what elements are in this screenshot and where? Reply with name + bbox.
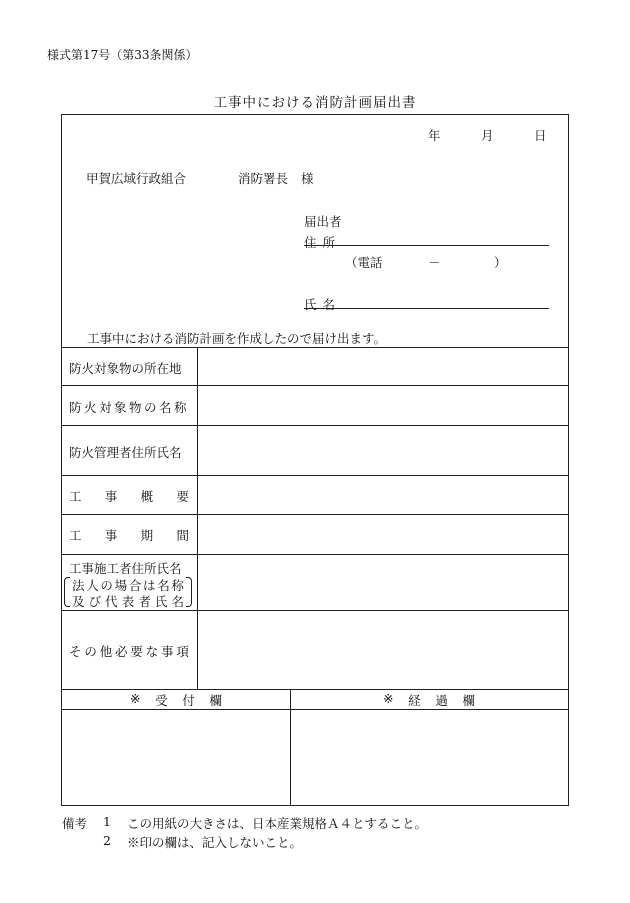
date-month-label: 月: [481, 128, 494, 143]
row-divider: [61, 709, 569, 710]
addressee-honorific: 様: [301, 171, 314, 186]
name-field-line[interactable]: [304, 308, 549, 309]
object-name-cell[interactable]: [198, 386, 566, 424]
remarks-label: 備考: [62, 816, 88, 831]
label-char: の: [84, 644, 97, 659]
label-char: そ: [69, 644, 82, 659]
label-char: ※: [130, 691, 141, 706]
label-char: は: [143, 578, 156, 593]
label-char: 者: [138, 594, 151, 609]
label-char: 欄: [462, 693, 475, 708]
work-period-cell[interactable]: [198, 515, 566, 553]
notifier-label: 届出者: [304, 214, 342, 229]
row-divider: [61, 689, 569, 690]
label-char: 要: [176, 489, 189, 504]
right-bracket: [186, 577, 192, 607]
label-char: 事: [104, 489, 118, 504]
phone-dash: －: [428, 255, 441, 270]
label-char: 工: [69, 528, 82, 543]
address-field-line[interactable]: [304, 245, 549, 246]
label-char: ※: [383, 691, 394, 706]
row-label-location: 防火対象物の所在地: [69, 361, 182, 376]
label-char: 過: [435, 693, 448, 708]
progress-column-header: [383, 691, 475, 709]
declaration-statement: 工事中における消防計画を作成したので届け出ます。: [87, 331, 387, 346]
label-char: 必: [115, 644, 128, 659]
label-char: 付: [182, 693, 195, 708]
row-label-contractor: 工事施工者住所氏名: [69, 561, 182, 576]
date-year-label: 年: [428, 128, 441, 143]
remark-number: 1: [103, 814, 111, 829]
label-char: の: [100, 578, 113, 593]
label-char: 受: [155, 693, 168, 708]
fire-manager-cell[interactable]: [198, 426, 566, 474]
label-char: 人: [86, 578, 99, 593]
office-column-divider: [290, 689, 291, 805]
corporate-note-line2: [72, 592, 184, 610]
phone-close-paren: ）: [494, 255, 507, 270]
label-char: 要: [130, 644, 143, 659]
label-char: 期: [140, 528, 154, 543]
label-char: 事: [104, 528, 118, 543]
label-char: 名: [171, 594, 184, 609]
label-char: 項: [176, 644, 189, 659]
row-label-work-summary: [69, 487, 189, 505]
addressee-chief: 消防署長: [238, 171, 289, 186]
date-day-label: 日: [534, 128, 547, 143]
label-char: 表: [121, 594, 135, 609]
name-label: 氏名: [304, 297, 342, 312]
corporate-note: [64, 575, 194, 609]
label-char: 称: [171, 578, 184, 593]
location-cell[interactable]: [198, 348, 566, 384]
form-reference: 様式第17号（第33条関係）: [47, 48, 198, 62]
label-char: 合: [128, 578, 142, 593]
addressee-organization: 甲賀広域行政組合: [86, 171, 187, 186]
work-summary-cell[interactable]: [198, 476, 566, 513]
label-char: 法: [72, 578, 85, 593]
label-char: 他: [99, 644, 113, 659]
phone-label: （電話: [345, 255, 383, 270]
row-label-other: [69, 642, 189, 660]
label-char: 場: [114, 578, 128, 593]
label-char: 工: [69, 489, 82, 504]
remark-text: ※印の欄は、記入しないこと。: [127, 835, 303, 850]
left-bracket: [64, 577, 70, 607]
contractor-cell[interactable]: [198, 555, 566, 609]
label-char: 及: [72, 594, 85, 609]
document-title: 工事中における消防計画届出書: [213, 95, 417, 111]
address-label: 住所: [304, 235, 342, 250]
label-char: び: [88, 594, 102, 609]
row-label-object-name: 防火対象物の名称: [69, 400, 190, 415]
reception-column-header: [130, 691, 222, 709]
label-char: 氏: [154, 594, 168, 609]
label-char: 事: [161, 644, 174, 659]
label-char: 欄: [209, 693, 222, 708]
remark-text: この用紙の大きさは、日本産業規格Ａ４とすること。: [127, 816, 428, 831]
label-char: な: [145, 644, 159, 659]
label-char: 概: [140, 489, 154, 504]
label-char: 代: [105, 594, 118, 609]
other-matters-cell[interactable]: [198, 611, 566, 688]
row-label-work-period: [69, 526, 189, 544]
remark-number: 2: [103, 833, 111, 848]
label-char: 名: [157, 578, 170, 593]
label-char: 経: [408, 693, 421, 708]
label-char: 間: [176, 528, 189, 543]
row-label-fire-manager: 防火管理者住所氏名: [69, 445, 182, 460]
